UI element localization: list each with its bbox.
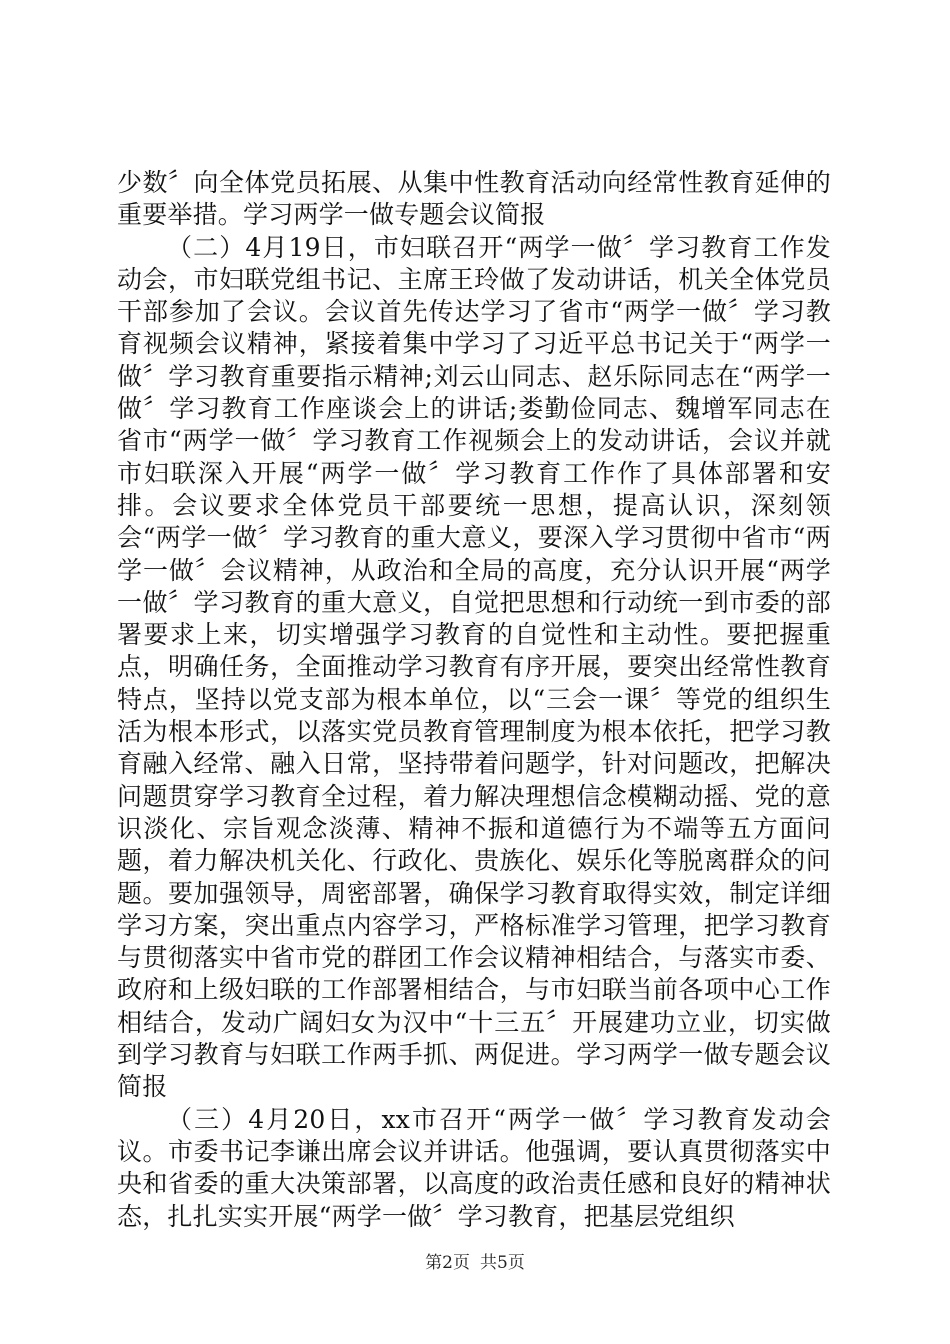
page-total: 共5页 [480,1253,525,1273]
paragraph-2: （二）4月19日，市妇联召开“两学一做〞学习教育工作发动会，市妇联党组书记、主席王玲做了发动讲话，机关全体党员干部参加了会议。会议首先传达学习了省市“两学一做〞学习教育视频会议精神，紧接着集中学习了习近平总书记关于“两学一做〞学习教育重要指示精神;刘云山同志、赵乐际同志在“两学一做〞学习教育工作座谈会上的讲话;娄勤俭同志、魏增军同志在省市“两学一做〞学习教育工作视频会上的发动讲话，会议并就市妇联深入开展“两学一做〞学习教育工作作了具体部署和安排。会议要求全体党员干部要统一思想，提高认识，深刻领会“两学一做〞学习教育的重大意义，要深入学习贯彻中省市“两学一做〞会议精神，从政治和全局的高度，充分认识开展“两学一做〞学习教育的重大意义，自觉把思想和行动统一到市委的部署要求上来，切实增强学习教育的自觉性和主动性。要把握重点，明确任务，全面推动学习教育有序开展，要突出经常性教育特点，坚持以党支部为根本单位，以“三会一课〞等党的组织生活为根本形式，以落实党员教育管理制度为根本依托，把学习教育融入经常、融入日常，坚持带着问题学，针对问题改，把解决问题贯穿学习教育全过程，着力解决理想信念模糊动摇、党的意识淡化、宗旨观念淡薄、精神不振和道德行为不端等五方面问题，着力解决机关化、行政化、贵族化、娱乐化等脱离群众的问题。要加强领导，周密部署，确保学习教育取得实效，制定详细学习方案，突出重点内容学习，严格标准学习管理，把学习教育与贯彻落实中省市党的群团工作会议精神相结合，与落实市委、政府和上级妇联的工作部署相结合，与市妇联当前各项中心工作相结合，发动广阔妇女为汉中“十三五〞开展建功立业，切实做到学习教育与妇联工作两手抓、两促进。学习两学一做专题会议简报 [117,232,831,1102]
page-footer [0,1248,950,1273]
page-number: 第2页 [425,1253,470,1273]
document-body [117,167,831,1233]
paragraph-3: （三）4月20日，xx市召开“两学一做〞学习教育发动会议。市委书记李谦出席会议并讲话。他强调，要认真贯彻落实中央和省委的重大决策部署，以高度的政治责任感和良好的精神状态，扎扎实实开展“两学一做〞学习教育，把基层党组织 [117,1104,831,1231]
paragraph-1: 少数〞向全体党员拓展、从集中性教育活动向经常性教育延伸的重要举措。学习两学一做专题会议简报 [117,168,831,230]
